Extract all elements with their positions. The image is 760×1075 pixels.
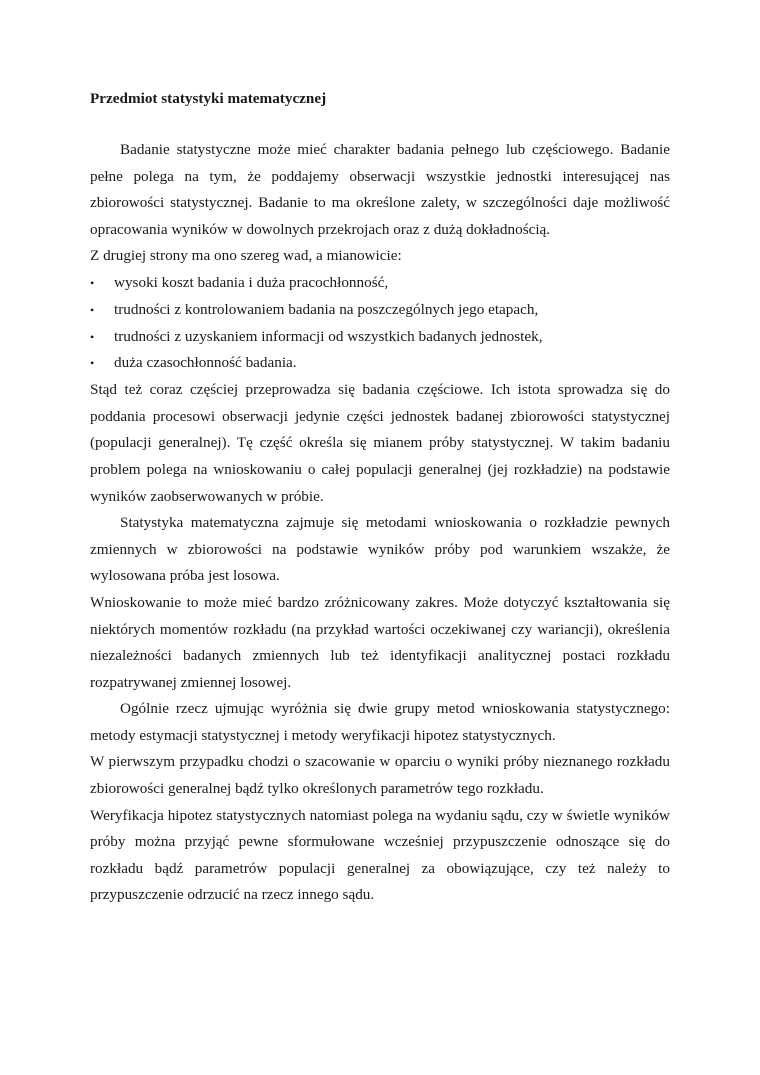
paragraph-inference-scope: Wnioskowanie to może mieć bardzo zróżnicowany zakres. Może dotyczyć kształtowania się niektórych momentów rozkładu (na przykład wartości oczekiwanej czy wariancji), określenia niezależności badanych zmiennych lub też identyfikacji analitycznej postaci rozkładu rozpatrywanej zmiennej losowej. (90, 593, 670, 691)
bullet-icon: • (90, 356, 95, 371)
list-item (90, 297, 670, 324)
paragraph-disadvantages-intro: Z drugiej strony ma ono szereg wad, a mianowicie: (90, 247, 402, 265)
list-item-text: wysoki koszt badania i duża pracochłonność, (114, 273, 389, 291)
list-item (90, 350, 670, 377)
paragraph-hypothesis-testing: Weryfikacja hipotez statystycznych natomiast polega na wydaniu sądu, czy w świetle wyników próby można przyjąć pewne sformułowane wcześniej przypuszczenie odnoszące się do rozkładu bądź parametrów populacji generalnej za obowiązujące, czy też należy to przypuszczenie odrzucić na rzecz innego sądu. (90, 806, 670, 904)
bullet-icon: • (90, 329, 95, 344)
document-page (90, 86, 670, 909)
paragraph-method-groups: Ogólnie rzecz ujmując wyróżnia się dwie grupy metod wnioskowania statystycznego: metody estymacji statystycznej i metody weryfikacji hipotez statystycznych. (90, 700, 670, 744)
bullet-icon: • (90, 275, 95, 290)
list-item (90, 324, 670, 351)
paragraph-partial-study: Stąd też coraz częściej przeprowadza się badania częściowe. Ich istota sprowadza się do poddania procesowi obserwacji jedynie części jednostek badanej zbiorowości statystycznej (populacji generalnej). Tę część określa się mianem próby statystycznej. W takim badaniu problem polega na wnioskowaniu o całej populacji generalnej (jej rozkładzie) na podstawie wyników zaobserwowanych w próbie. (90, 381, 670, 505)
document-title: Przedmiot statystyki matematycznej (90, 90, 327, 107)
list-item-text: duża czasochłonność badania. (114, 354, 297, 372)
bullet-icon: • (90, 302, 95, 317)
disadvantages-list (90, 270, 670, 377)
paragraph-estimation: W pierwszym przypadku chodzi o szacowanie w oparciu o wyniki próby nieznanego rozkładu zbiorowości generalnej bądź tylko określonych parametrów tego rozkładu. (90, 753, 670, 798)
list-item-text: trudności z kontrolowaniem badania na poszczególnych jego etapach, (114, 300, 539, 318)
list-item (90, 270, 670, 297)
paragraph-full-study: Badanie statystyczne może mieć charakter badania pełnego lub częściowego. Badanie pełne polega na tym, że poddajemy obserwacji wszystkie jednostki interesującej nas zbiorowości statystycznej. Badanie to ma określone zalety, w szczególności daje możliwość opracowania wyników w dowolnych przekrojach oraz z dużą dokładnością. (90, 141, 670, 238)
list-item-text: trudności z uzyskaniem informacji od wszystkich badanych jednostek, (114, 327, 543, 345)
paragraph-mathematical-statistics: Statystyka matematyczna zajmuje się metodami wnioskowania o rozkładzie pewnych zmiennych w zbiorowości na podstawie wyników próby pod warunkiem wszakże, że wylosowana próba jest losowa. (90, 514, 670, 585)
